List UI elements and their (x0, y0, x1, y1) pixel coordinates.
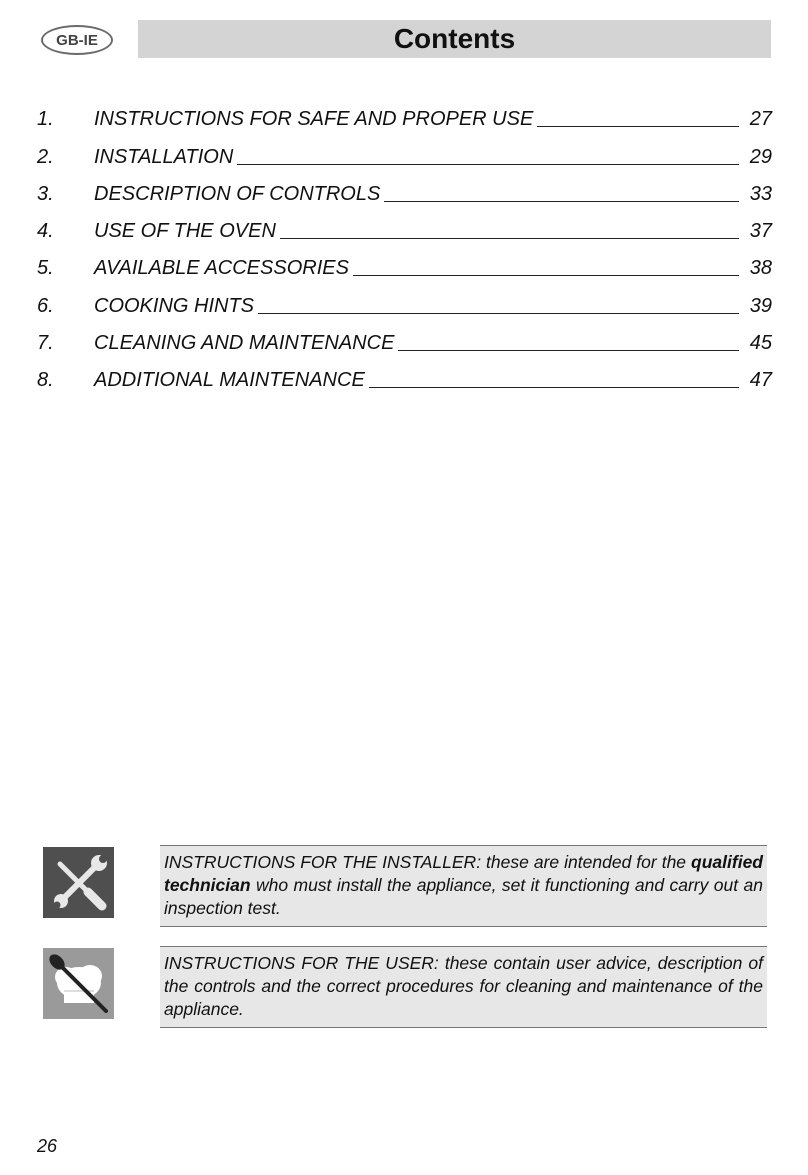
toc-label: ADDITIONAL MAINTENANCE (94, 369, 365, 392)
toc-label: INSTALLATION (94, 145, 234, 168)
toc-label: DESCRIPTION OF CONTROLS (94, 182, 381, 205)
toc-item-6[interactable] (37, 282, 772, 319)
installer-note-text (160, 845, 767, 927)
toc-number: 5. (37, 257, 54, 280)
installer-note-emphasis: qualified technician (164, 852, 763, 895)
toc-leader (384, 200, 739, 202)
toc-page: 29 (749, 145, 772, 168)
page-header (0, 0, 808, 70)
toc-leader (280, 237, 739, 239)
instruction-notes (43, 845, 767, 1047)
toc-leader (258, 312, 739, 314)
toc-label: CLEANING AND MAINTENANCE (94, 332, 395, 355)
installer-note-intro: INSTRUCTIONS FOR THE INSTALLER: these are intended for the (164, 852, 692, 872)
page-title: Contents (393, 23, 516, 54)
toc-page: 38 (749, 257, 772, 280)
toc-number: 3. (37, 182, 54, 205)
toc-page: 39 (749, 294, 772, 317)
chef-spoon-icon (43, 948, 114, 1019)
toc-leader (369, 386, 739, 388)
toc-item-1[interactable] (37, 96, 772, 133)
user-note (43, 946, 767, 1047)
toc-item-8[interactable] (37, 357, 772, 394)
toc-label: COOKING HINTS (94, 294, 255, 317)
toc-label: AVAILABLE ACCESSORIES (94, 257, 349, 280)
toc-number: 1. (37, 108, 54, 131)
toc-number: 6. (37, 294, 54, 317)
toc-leader (537, 125, 739, 127)
toc-label: INSTRUCTIONS FOR SAFE AND PROPER USE (94, 108, 534, 131)
toc-item-4[interactable] (37, 208, 772, 245)
title-bar (138, 20, 771, 58)
toc-page: 27 (749, 108, 772, 131)
user-note-text: INSTRUCTIONS FOR THE USER: these contain user advice, description of the controls and the correct procedures for cleaning and maintenance of the appliance. (160, 946, 767, 1028)
toc-leader (237, 163, 739, 165)
toc-page: 47 (749, 369, 772, 392)
installer-note (43, 845, 767, 946)
page-number: 26 (37, 1136, 58, 1156)
toc-number: 4. (37, 220, 54, 243)
toc-item-7[interactable] (37, 320, 772, 357)
installer-note-rest: who must install the appliance, set it functioning and carry out an inspection test. (164, 875, 763, 918)
table-of-contents (37, 96, 772, 394)
tools-icon (43, 847, 114, 918)
toc-leader (398, 349, 739, 351)
toc-number: 7. (37, 332, 54, 355)
toc-page: 45 (749, 332, 772, 355)
toc-item-3[interactable] (37, 171, 772, 208)
language-badge: GB-IE (41, 25, 113, 55)
toc-page: 37 (749, 220, 772, 243)
toc-number: 2. (37, 145, 54, 168)
toc-label: USE OF THE OVEN (94, 220, 276, 243)
toc-item-2[interactable] (37, 133, 772, 170)
toc-number: 8. (37, 369, 54, 392)
toc-item-5[interactable] (37, 245, 772, 282)
toc-leader (353, 274, 739, 276)
toc-page: 33 (749, 182, 772, 205)
